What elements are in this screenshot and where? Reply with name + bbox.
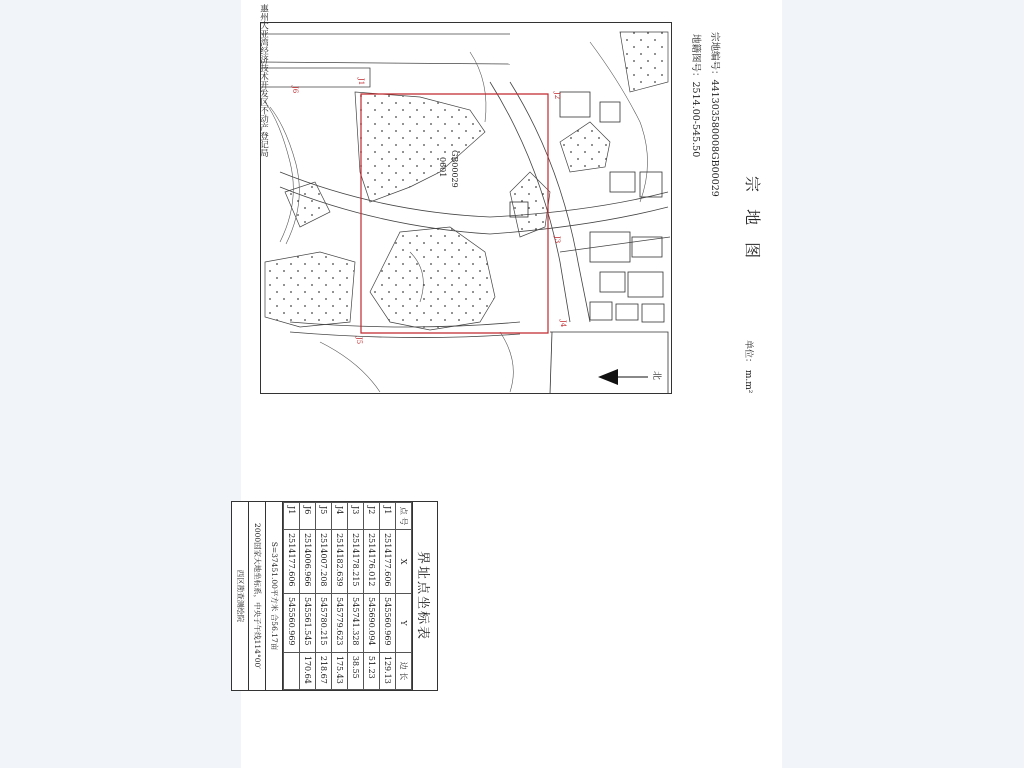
unit-label: 单位： m.m² bbox=[743, 340, 753, 394]
table-row: J5 2514007.208 545780.215 218.67 bbox=[316, 503, 332, 690]
header-y: Y bbox=[396, 594, 412, 653]
point-label: J4 bbox=[559, 320, 567, 328]
point-label: J1 bbox=[357, 78, 365, 86]
coordinate-table bbox=[231, 501, 438, 691]
header-point: 点 号 bbox=[396, 503, 412, 530]
parcel-use-code: 0601 bbox=[438, 157, 447, 178]
point-label: J3 bbox=[553, 236, 561, 244]
table-row: J4 2514182.639 545779.623 175.43 bbox=[332, 503, 348, 690]
area-text: S=37451.00平方米 合56.17亩 bbox=[266, 502, 283, 690]
table-row: J6 2514006.966 545561.545 170.64 bbox=[300, 503, 316, 690]
parcel-code: GB00029 bbox=[450, 150, 459, 188]
table-row: J1 2514177.606 545560.969 129.13 bbox=[380, 503, 396, 690]
table-row: J2 2514176.012 545690.094 51.23 bbox=[364, 503, 380, 690]
parcel-number: 宗地编号：441303580008GB00029 bbox=[709, 32, 720, 197]
header-length: 边 长 bbox=[396, 652, 412, 689]
map-title: 宗 地 图 bbox=[743, 176, 762, 265]
point-label: J2 bbox=[553, 92, 561, 100]
table-row: J1 2514177.606 545560.969 bbox=[284, 503, 300, 690]
north-arrow-icon bbox=[598, 369, 618, 385]
north-arrow-panel bbox=[550, 332, 668, 394]
authority-label: 惠州大亚湾经济技术开发区不动产登记局 bbox=[258, 4, 269, 157]
point-label: J6 bbox=[291, 86, 299, 94]
surveyor-text: 西区勘查测绘院 bbox=[232, 502, 249, 690]
crs-text: 2000国家大地坐标系，中央子午线114°00′ bbox=[249, 502, 266, 690]
vegetation-areas bbox=[265, 32, 668, 330]
sheet-number: 地籍图号：2514.00-545.50 bbox=[690, 34, 701, 158]
table-row: J3 2514178.215 545741.328 38.55 bbox=[348, 503, 364, 690]
cadastral-map bbox=[260, 22, 672, 394]
table-title: 界址点坐标表 bbox=[412, 502, 437, 690]
header-x: X bbox=[396, 530, 412, 594]
north-label: 北 bbox=[651, 371, 661, 381]
point-label: J5 bbox=[355, 337, 363, 345]
